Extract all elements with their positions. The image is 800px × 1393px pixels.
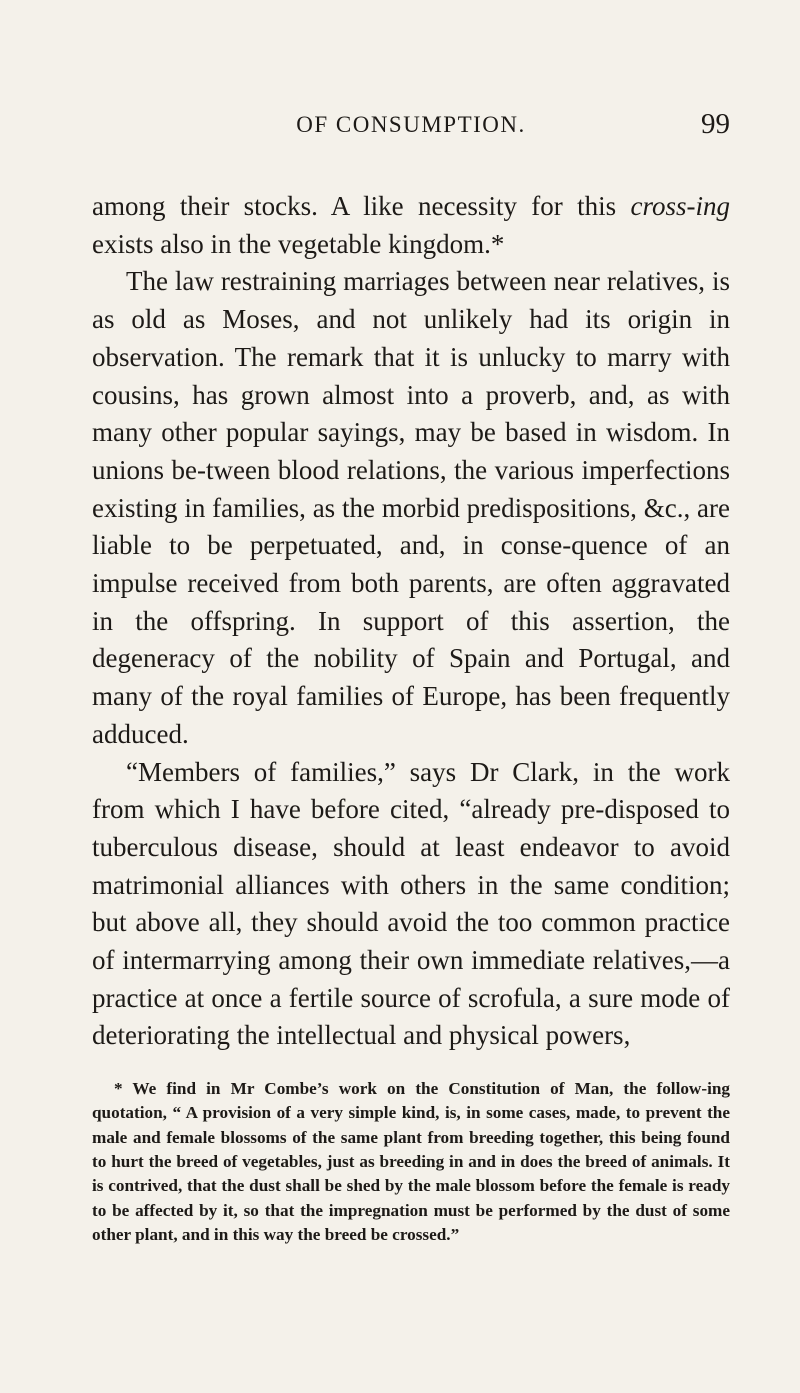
footnote: * We find in Mr Combe’s work on the Constitution of Man, the follow-ing quotation, “ A provision of a very simple kind, is, in some cases, made, to prevent the male and female blossoms of the same plant from breeding together, this being found to hurt the breed of vegetables, just as breeding in and in does the breed of animals. It is contrived, that the dust shall be shed by the male blossom before the female is ready to be affected by it, so that the impregnation must be performed by the dust of some other plant, and in this way the breed be crossed.” bbox=[92, 1079, 730, 1244]
paragraph-1 bbox=[92, 188, 730, 263]
running-title: OF CONSUMPTION. bbox=[296, 112, 526, 137]
paragraph-1-text: among their stocks. A like necessity for this bbox=[92, 191, 631, 221]
running-head bbox=[92, 108, 730, 148]
paragraph-3: “Members of families,” says Dr Clark, in the work from which I have before cited, “already pre-disposed to tuberculous disease, should at least endeavor to avoid matrimonial alliances with others in the same condition; but above all, they should avoid the too common practice of intermarrying among their own immediate relatives,—a practice at once a fertile source of scrofula, a sure mode of deteriorating the intellectual and physical powers, bbox=[92, 756, 730, 1051]
paragraph-1-text-end: exists also in the vegetable kingdom.* bbox=[92, 228, 505, 259]
paragraph-2: The law restraining marriages between near relatives, is as old as Moses, and not unlikely had its origin in observation. The remark that it is unlucky to marry with cousins, has grown almost into a proverb, and, as with many other popular sayings, may be based in wisdom. In unions be-tween blood relations, the various imperfections existing in families, as the morbid predispositions, &c., are liable to be perpetuated, and, in conse-quence of an impulse received from both parents, are often aggravated in the offspring. In support of this assertion, the degeneracy of the nobility of Spain and Portugal, and many of the royal families of Europe, has been frequently adduced. bbox=[92, 266, 730, 749]
body-text bbox=[92, 188, 730, 1055]
page-number: 99 bbox=[701, 108, 730, 140]
italic-term-crossing: cross-ing bbox=[630, 191, 730, 221]
footnote-separator-space bbox=[92, 1055, 730, 1077]
